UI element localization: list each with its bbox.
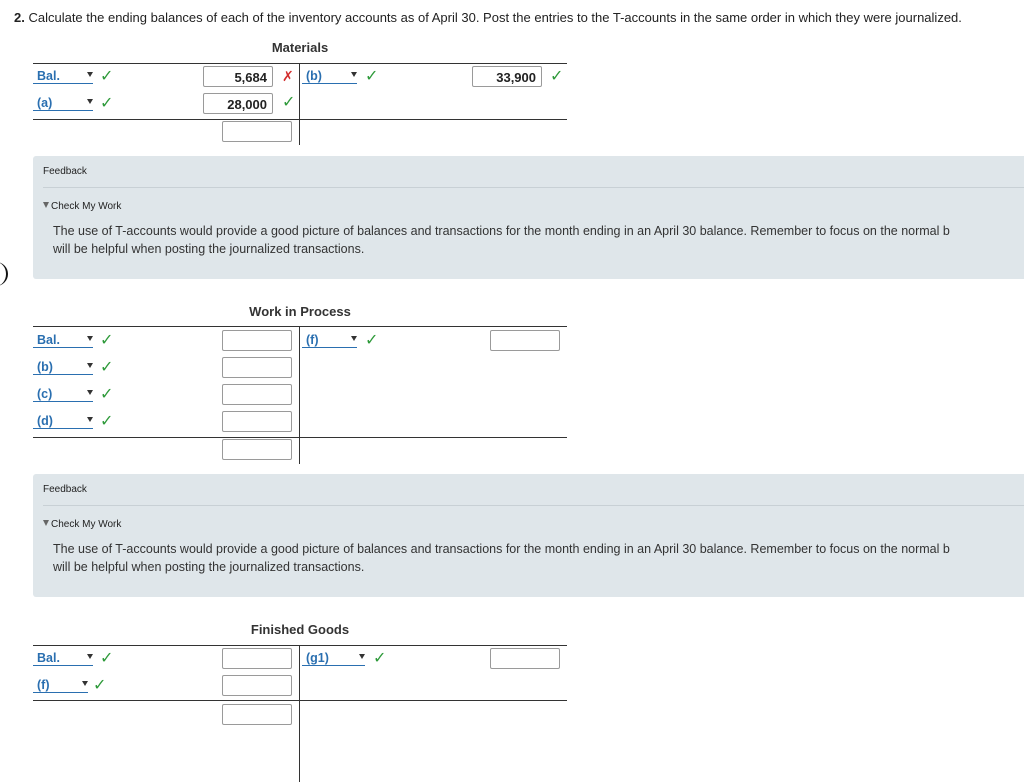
wip-debit-total-input[interactable] xyxy=(222,439,292,460)
checkmark-icon: ✓ xyxy=(100,359,114,376)
triangle-down-icon xyxy=(43,520,49,526)
fg-top-line xyxy=(33,645,567,646)
materials-debit-select-2[interactable]: (a) xyxy=(33,96,93,111)
divider xyxy=(43,505,1024,506)
wip-top-line xyxy=(33,326,567,327)
fg-center-line xyxy=(299,645,300,782)
wip-debit-select-4[interactable]: (d) xyxy=(33,414,93,429)
triangle-down-icon xyxy=(43,202,49,208)
checkmark-icon: ✓ xyxy=(100,650,114,667)
edge-bracket xyxy=(0,262,8,286)
fg-title: Finished Goods xyxy=(250,622,350,637)
wip-center-line xyxy=(299,326,300,464)
checkmark-icon: ✓ xyxy=(100,386,114,403)
chevron-down-icon xyxy=(351,336,357,341)
checkmark-icon: ✓ xyxy=(365,68,379,85)
checkmark-icon: ✓ xyxy=(100,68,114,85)
checkmark-icon: ✓ xyxy=(93,677,107,694)
checkmark-icon: ✓ xyxy=(100,332,114,349)
chevron-down-icon xyxy=(87,654,93,659)
materials-debit-input-1[interactable] xyxy=(203,66,273,87)
feedback-panel xyxy=(33,474,1024,597)
chevron-down-icon xyxy=(87,336,93,341)
wip-debit-select-2[interactable]: (b) xyxy=(33,360,93,375)
materials-credit-select[interactable]: (b) xyxy=(302,69,357,84)
wip-title: Work in Process xyxy=(249,304,351,319)
materials-top-line xyxy=(33,63,567,64)
question-number: 2. xyxy=(14,10,25,25)
fg-credit-select[interactable]: (g1) xyxy=(302,651,365,666)
fg-debit-input-1[interactable] xyxy=(222,648,292,669)
checkmark-icon: ✓ xyxy=(282,94,296,111)
wip-debit-select-3[interactable]: (c) xyxy=(33,387,93,402)
wip-credit-input[interactable] xyxy=(490,330,560,351)
divider xyxy=(43,187,1024,188)
checkmark-icon: ✓ xyxy=(100,413,114,430)
chevron-down-icon xyxy=(87,417,93,422)
question-text xyxy=(14,10,962,25)
materials-debit-input-2[interactable] xyxy=(203,93,273,114)
wip-debit-input-1[interactable] xyxy=(222,330,292,351)
feedback-header: Feedback xyxy=(43,484,87,495)
fg-debit-total-input[interactable] xyxy=(222,704,292,725)
checkmark-icon: ✓ xyxy=(550,68,564,85)
fg-debit-select-2[interactable]: (f) xyxy=(33,678,88,693)
checkmark-icon: ✓ xyxy=(100,95,114,112)
chevron-down-icon xyxy=(82,681,88,686)
check-my-work-toggle[interactable]: Check My Work xyxy=(43,201,121,212)
wip-debit-input-2[interactable] xyxy=(222,357,292,378)
chevron-down-icon xyxy=(351,72,357,77)
chevron-down-icon xyxy=(87,99,93,104)
chevron-down-icon xyxy=(87,390,93,395)
x-mark-icon: ✗ xyxy=(282,68,294,84)
fg-debit-select-1[interactable]: Bal. xyxy=(33,651,93,666)
materials-debit-total-input[interactable] xyxy=(222,121,292,142)
materials-title: Materials xyxy=(271,40,329,55)
chevron-down-icon xyxy=(359,654,365,659)
chevron-down-icon xyxy=(87,363,93,368)
materials-debit-select-1[interactable]: Bal. xyxy=(33,69,93,84)
feedback-text: The use of T-accounts would provide a good picture of balances and transactions for the month ending in an April 30 balance. Remember to focus on the normal b will be helpful when posting the journalized transactions. xyxy=(53,542,950,574)
materials-total-line xyxy=(33,119,567,120)
materials-credit-input[interactable] xyxy=(472,66,542,87)
chevron-down-icon xyxy=(87,72,93,77)
fg-total-line xyxy=(33,700,567,701)
checkmark-icon: ✓ xyxy=(365,332,379,349)
check-my-work-toggle[interactable]: Check My Work xyxy=(43,519,121,530)
wip-credit-select[interactable]: (f) xyxy=(302,333,357,348)
feedback-panel xyxy=(33,156,1024,279)
materials-center-line xyxy=(299,63,300,145)
wip-debit-input-4[interactable] xyxy=(222,411,292,432)
question-body: Calculate the ending balances of each of the inventory accounts as of April 30. Post the entries to the T-accounts in the same order in which they were journalized. xyxy=(28,10,962,25)
fg-debit-input-2[interactable] xyxy=(222,675,292,696)
checkmark-icon: ✓ xyxy=(373,650,387,667)
feedback-header: Feedback xyxy=(43,166,87,177)
feedback-text: The use of T-accounts would provide a good picture of balances and transactions for the month ending in an April 30 balance. Remember to focus on the normal b will be helpful when posting the journalized transactions. xyxy=(53,224,950,256)
wip-debit-select-1[interactable]: Bal. xyxy=(33,333,93,348)
wip-debit-input-3[interactable] xyxy=(222,384,292,405)
fg-credit-input[interactable] xyxy=(490,648,560,669)
wip-total-line xyxy=(33,437,567,438)
